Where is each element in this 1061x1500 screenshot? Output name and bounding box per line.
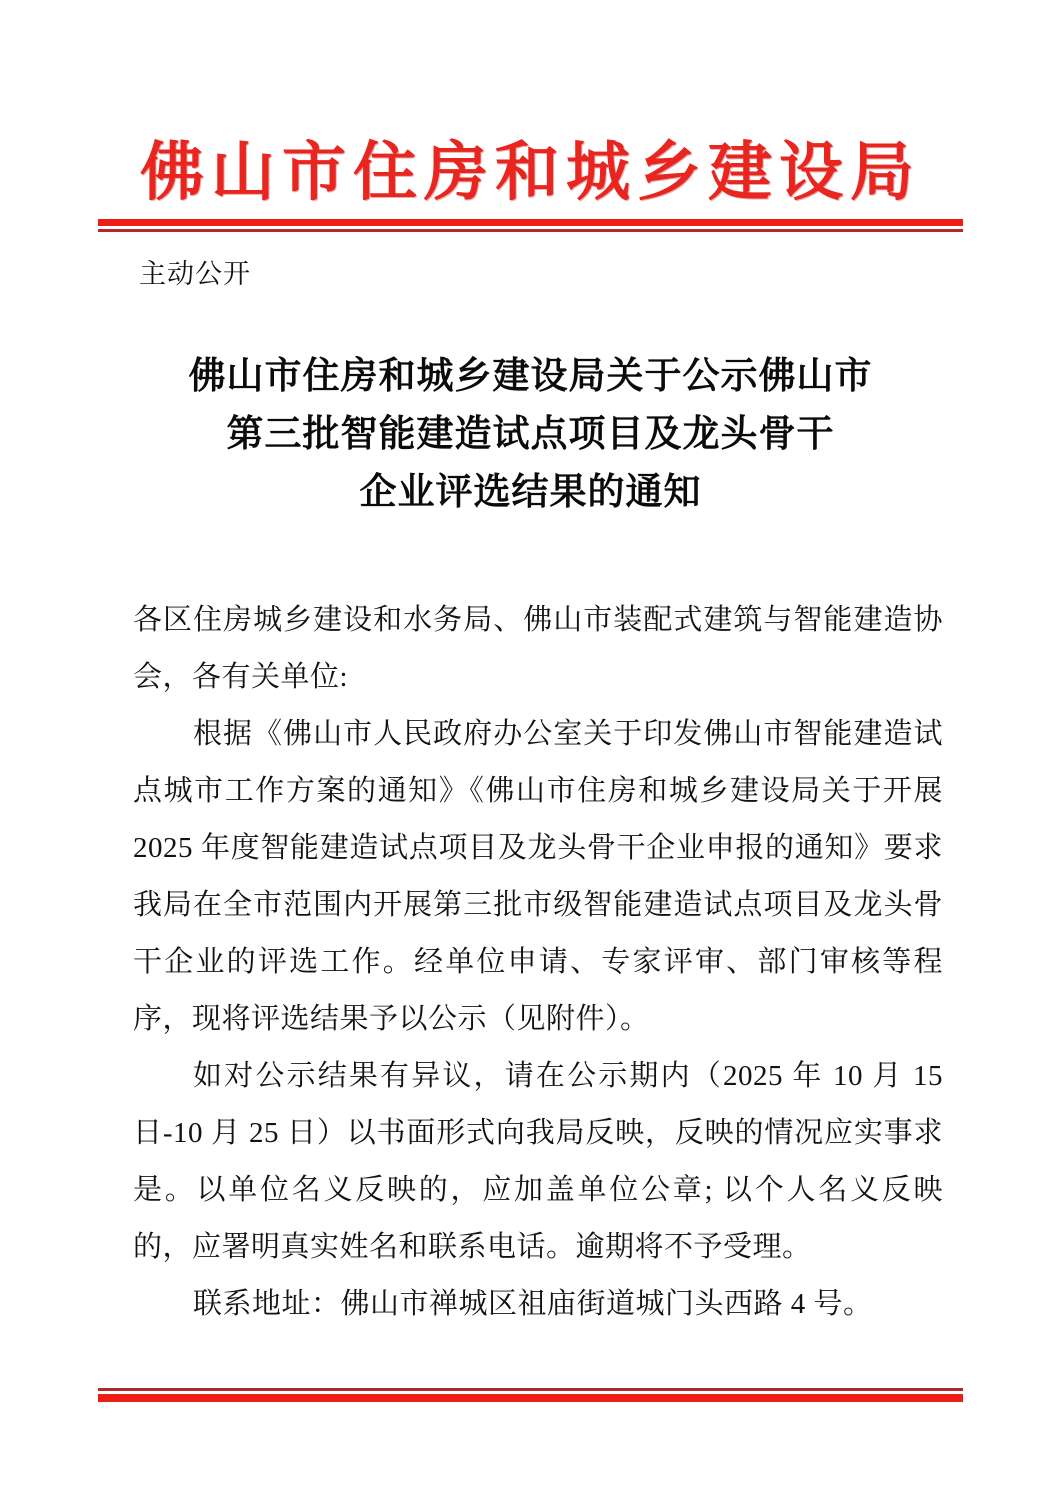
document-title-line-2: 第三批智能建造试点项目及龙头骨干 [226, 414, 835, 455]
header-rule-thick-bar [98, 219, 963, 226]
footer-red-double-rule [98, 1388, 963, 1402]
masthead [0, 138, 1061, 208]
header-rule-thin-bar [98, 229, 963, 232]
document-title [0, 348, 1061, 522]
contact-address-paragraph: 联系地址：佛山市禅城区祖庙街道城门头西路 4 号。 [193, 1288, 873, 1320]
document-title-line-3: 企业评选结果的通知 [359, 472, 702, 513]
footer-rule-thick-bar [98, 1394, 963, 1402]
issuing-authority-title: 佛山市住房和城乡建设局 [140, 137, 921, 208]
header-red-double-rule [98, 219, 963, 232]
objection-paragraph: 如对公示结果有异议，请在公示期内（2025 年 10 月 15 日-10 月 25 日）以书面形式向我局反映，反映的情况应实事求是。以单位名义反映的，应加盖单位公章; 以个人名义反映的，应署明真实姓名和联系电话。逾期将不予受理。 [133, 1060, 943, 1263]
basis-paragraph: 根据《佛山市人民政府办公室关于印发佛山市智能建造试点城市工作方案的通知》《佛山市住房和城乡建设局关于开展 2025 年度智能建造试点项目及龙头骨干企业申报的通知》要求我局在全市范围内开展第三批市级智能建造试点项目及龙头骨干企业的评选工作。经单位申请、专家评审、部门审核等程序，现将评选结果予以公示（见附件）。 [133, 718, 943, 1035]
salutation-paragraph: 各区住房城乡建设和水务局、佛山市装配式建筑与智能建造协会，各有关单位: [133, 604, 943, 693]
disclosure-mark: 主动公开 [139, 259, 251, 289]
document-title-line-1: 佛山市住房和城乡建设局关于公示佛山市 [188, 356, 873, 397]
document-body [133, 592, 943, 1333]
